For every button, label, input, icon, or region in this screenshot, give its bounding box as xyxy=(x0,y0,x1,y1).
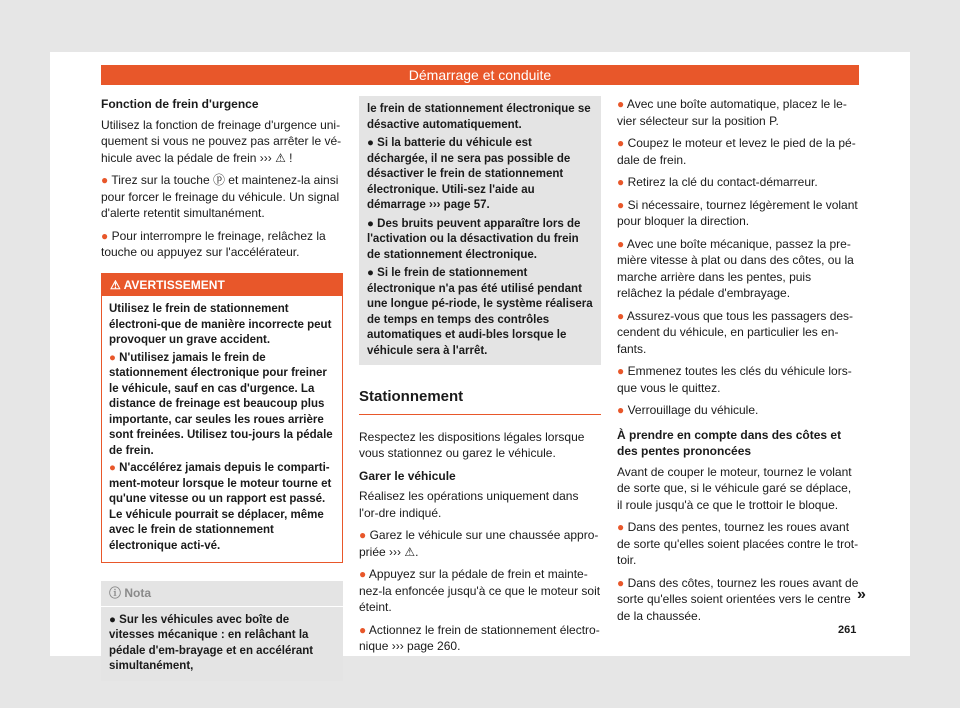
warning-item xyxy=(109,351,335,460)
list-item xyxy=(617,575,859,625)
column-1 xyxy=(101,96,343,681)
note-item xyxy=(367,217,593,264)
warning-intro: Utilisez le frein de stationnement électroni-que de manière incorrecte peut provoquer un grave accident. xyxy=(109,303,332,346)
bullet-icon: ● xyxy=(367,137,378,149)
chapter-header: Démarrage et conduite xyxy=(101,65,859,85)
list-item xyxy=(617,174,859,191)
list-item-text: Appuyez sur la pédale de frein et mainte-nez-la enfoncée jusqu'à ce que le moteur soit éteint. xyxy=(359,567,601,614)
paragraph: Réalisez les opérations uniquement dans l'or-dre indiqué. xyxy=(359,489,579,520)
subsection-heading: Garer le véhicule xyxy=(359,468,456,483)
warning-item xyxy=(109,461,335,554)
note-continuation xyxy=(359,96,601,365)
list-item xyxy=(359,527,601,560)
list-item xyxy=(617,308,859,358)
list-item-text: Avec une boîte mécanique, passez la pre-mière vitesse à plat ou dans des côtes, ou la marche arrière dans les pentes, puis relâchez la pédale d'embrayage. xyxy=(617,236,854,300)
list-item-text: Actionnez le frein de stationnement électro-nique ››› page 260. xyxy=(359,622,600,653)
list-item xyxy=(101,172,343,222)
list-item xyxy=(617,236,859,302)
note-header xyxy=(101,581,343,607)
note-item xyxy=(367,266,593,359)
list-item-text: Pour interrompre le freinage, relâchez la touche ou appuyez sur l'accélérateur. xyxy=(101,228,326,259)
warning-title: AVERTISSEMENT xyxy=(123,277,225,292)
note-title: Nota xyxy=(124,586,152,600)
note-item xyxy=(109,613,335,675)
bullet-icon: ● xyxy=(359,528,370,542)
bullet-icon: ● xyxy=(101,228,112,243)
paragraph: Avant de couper le moteur, tournez le volant de sorte que, si le véhicule garé se déplace, il roule jusqu'à ce que le trottoir le bloque. xyxy=(617,464,852,512)
bullet-icon: ● xyxy=(367,217,378,230)
note-item-text: Sur les véhicules avec boîte de vitesses mécanique : en relâchant la pédale d'em-brayage et en accélérant simultanément, xyxy=(109,613,314,672)
warning-header xyxy=(102,274,342,297)
section-title: Stationnement xyxy=(359,389,601,415)
note-item-text: Si la batterie du véhicule est déchargée, il ne sera pas possible de désactiver le frein de stationnement électronique. Utili-sez l'aide au démarrage ››› page 57. xyxy=(367,137,571,211)
list-item-text: Dans des pentes, tournez les roues avant de sorte qu'elles soient placées contre le trot-toir. xyxy=(617,520,859,567)
bullet-icon: ● xyxy=(617,175,628,189)
bullet-icon: ● xyxy=(617,97,627,111)
section-heading: Fonction de frein d'urgence xyxy=(101,97,259,111)
paragraph: Utilisez la fonction de freinage d'urgence uni-quement si vous ne pouvez pas arrêter le vé-hicule avec la pédale de frein ››› ⚠ ! xyxy=(101,117,342,165)
paragraph: Respectez les dispositions légales lorsque vous stationnez ou garez le véhicule. xyxy=(359,429,585,460)
bullet-icon: ● xyxy=(359,622,369,637)
bullet-icon: ● xyxy=(617,575,628,590)
bullet-icon: ● xyxy=(617,364,628,378)
warning-box xyxy=(101,273,343,564)
bullet-icon: ● xyxy=(617,308,627,323)
bullet-icon: ● xyxy=(101,173,112,187)
bullet-icon: ● xyxy=(109,351,120,364)
list-item-text: Garez le véhicule sur une chaussée appro-priée ››› ⚠. xyxy=(359,528,599,559)
list-item xyxy=(617,519,859,569)
subsection-heading: À prendre en compte dans des côtes et des pentes prononcées xyxy=(617,427,842,458)
list-item-text: Retirez la clé du contact-démarreur. xyxy=(627,175,818,189)
list-item-text: Verrouillage du véhicule. xyxy=(627,403,759,417)
note-text: le frein de stationnement électronique se désactive automatiquement. xyxy=(367,103,591,131)
list-item-text: Emmenez toutes les clés du véhicule lors-que vous le quittez. xyxy=(617,364,852,395)
warning-icon: ⚠ xyxy=(110,277,124,292)
bullet-icon: ● xyxy=(617,520,628,534)
info-icon: ⓘ xyxy=(109,586,125,600)
list-item xyxy=(617,363,859,396)
list-item xyxy=(617,197,859,230)
warning-item-text: N'accélérez jamais depuis le comparti-ment-moteur lorsque le moteur tourne et qu'une vitesse ou un rapport est passé. Le véhicule pourrait se déplacer, même avec le frein de stationnement électronique acti-vé. xyxy=(109,462,332,552)
list-item xyxy=(101,228,343,261)
list-item xyxy=(359,566,601,616)
list-item-text: Si nécessaire, tournez légèrement le volant pour bloquer la direction. xyxy=(617,197,858,228)
list-item-text: Tirez sur la touche ⓟ et maintenez-la ainsi pour forcer le freinage du véhicule. Un signal d'alerte retentit simultanément. xyxy=(101,173,340,220)
list-item-text: Assurez-vous que tous les passagers des-cendent du véhicule, en particulier les en-fants. xyxy=(617,308,854,356)
list-item-text: Coupez le moteur et levez le pied de la pé-dale de frein. xyxy=(617,136,856,167)
list-item xyxy=(617,96,859,129)
column-3 xyxy=(617,96,859,630)
bullet-icon: ● xyxy=(109,462,120,474)
bullet-icon: ● xyxy=(367,267,378,279)
page-number: 261 xyxy=(838,624,857,636)
warning-item-text: N'utilisez jamais le frein de stationnement électronique pour freiner le véhicule, sauf en cas d'urgence. La distance de freinage est beaucoup plus importante, car seules les roues arrière sont freinées. Utilisez tou-jours la pédale de frein. xyxy=(109,351,333,457)
column-2 xyxy=(359,96,601,661)
note-item xyxy=(367,136,593,214)
note-item-text: Si le frein de stationnement électronique n'a pas été utilisé pendant une longue pé-riode, le système réalisera de temps en temps des contrôles automatiques et audi-bles lorsque le véhicule sera à l'arrêt. xyxy=(367,267,593,357)
bullet-icon: ● xyxy=(617,403,628,417)
continue-arrow-icon: » xyxy=(857,586,866,603)
bullet-icon: ● xyxy=(109,613,120,626)
list-item[interactable] xyxy=(359,622,601,655)
bullet-icon: ● xyxy=(617,236,627,251)
list-item xyxy=(617,135,859,168)
list-item xyxy=(617,402,859,419)
note-body xyxy=(101,607,343,681)
warning-body xyxy=(102,296,342,562)
list-item-text: Avec une boîte automatique, placez le le-vier sélecteur sur la position P. xyxy=(617,97,847,128)
list-item-text: Dans des côtes, tournez les roues avant de sorte qu'elles soient orientées vers le centre de la chaussée. xyxy=(617,575,859,623)
note-box xyxy=(101,581,343,681)
note-item-text: Des bruits peuvent apparaître lors de l'activation ou la désactivation du frein de stationnement électronique. xyxy=(367,217,581,261)
bullet-icon: ● xyxy=(617,136,628,150)
bullet-icon: ● xyxy=(617,197,628,212)
bullet-icon: ● xyxy=(359,567,369,581)
